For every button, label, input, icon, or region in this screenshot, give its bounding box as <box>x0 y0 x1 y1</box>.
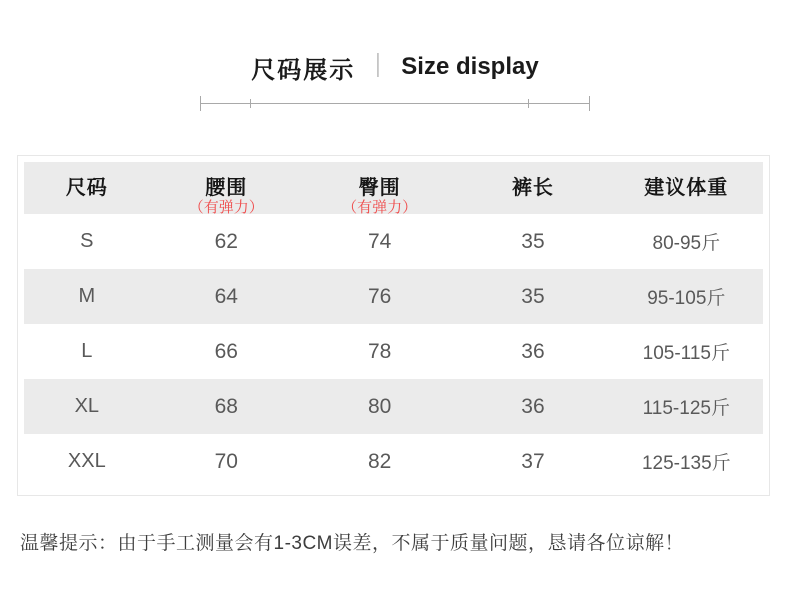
title-divider: ｜ <box>371 53 385 80</box>
ruler-line <box>200 103 590 104</box>
ruler-tick <box>528 99 529 108</box>
cell-weight: 80-95斤 <box>652 233 721 254</box>
column-header-size <box>24 162 150 214</box>
cell-hip: 78 <box>367 339 392 363</box>
cell-length: 36 <box>521 339 545 363</box>
cell-size: XXL <box>67 450 106 472</box>
column-header-sublabel: （有弹力） <box>342 199 418 216</box>
page-title-english: Size display <box>401 53 539 80</box>
table-row-s <box>24 214 763 269</box>
cell-size: S <box>80 230 94 252</box>
cell-hip: 80 <box>367 394 392 418</box>
column-header-label: 裤长 <box>511 177 554 199</box>
table-row-m <box>24 269 763 324</box>
cell-weight: 105-115斤 <box>642 343 730 364</box>
cell-size: XL <box>74 395 100 417</box>
column-header-label: 腰围 <box>205 177 248 199</box>
cell-length: 35 <box>521 284 545 308</box>
cell-size: M <box>78 285 96 307</box>
cell-hip: 74 <box>367 229 392 253</box>
column-header-length <box>456 162 609 214</box>
cell-length: 36 <box>521 394 545 418</box>
cell-weight: 115-125斤 <box>642 398 730 419</box>
cell-size: L <box>81 340 93 362</box>
column-header-label: 建议体重 <box>644 177 729 199</box>
measurement-disclaimer-note: 温馨提示：由于手工测量会有1-3CM误差，不属于质量问题，恳请各位谅解！ <box>20 533 685 554</box>
column-header-label: 尺码 <box>65 177 108 199</box>
cell-waist: 66 <box>214 339 238 363</box>
column-header-sublabel: （有弹力） <box>188 199 264 216</box>
cell-length: 37 <box>521 449 545 473</box>
cell-length: 35 <box>521 229 545 253</box>
column-header-label: 臀围 <box>358 177 401 199</box>
column-header-hip <box>303 162 456 214</box>
table-row-l <box>24 324 763 379</box>
tape-measure-line <box>200 96 590 111</box>
cell-hip: 82 <box>367 449 392 473</box>
ruler-tick <box>200 96 201 111</box>
cell-waist: 62 <box>214 229 238 253</box>
size-chart-table <box>24 162 763 489</box>
cell-waist: 68 <box>214 394 238 418</box>
ruler-tick <box>589 96 590 111</box>
cell-hip: 76 <box>367 284 392 308</box>
page-title <box>0 50 790 84</box>
size-chart-card <box>17 155 770 496</box>
ruler-tick <box>250 99 251 108</box>
cell-waist: 70 <box>214 449 238 473</box>
page-title-chinese: 尺码展示 <box>251 56 356 84</box>
cell-waist: 64 <box>214 284 238 308</box>
column-header-weight <box>610 162 763 214</box>
cell-weight: 95-105斤 <box>647 288 726 309</box>
column-header-waist <box>150 162 303 214</box>
table-header-row <box>24 162 763 214</box>
table-row-xxl <box>24 434 763 489</box>
cell-weight: 125-135斤 <box>641 453 731 474</box>
table-row-xl <box>24 379 763 434</box>
